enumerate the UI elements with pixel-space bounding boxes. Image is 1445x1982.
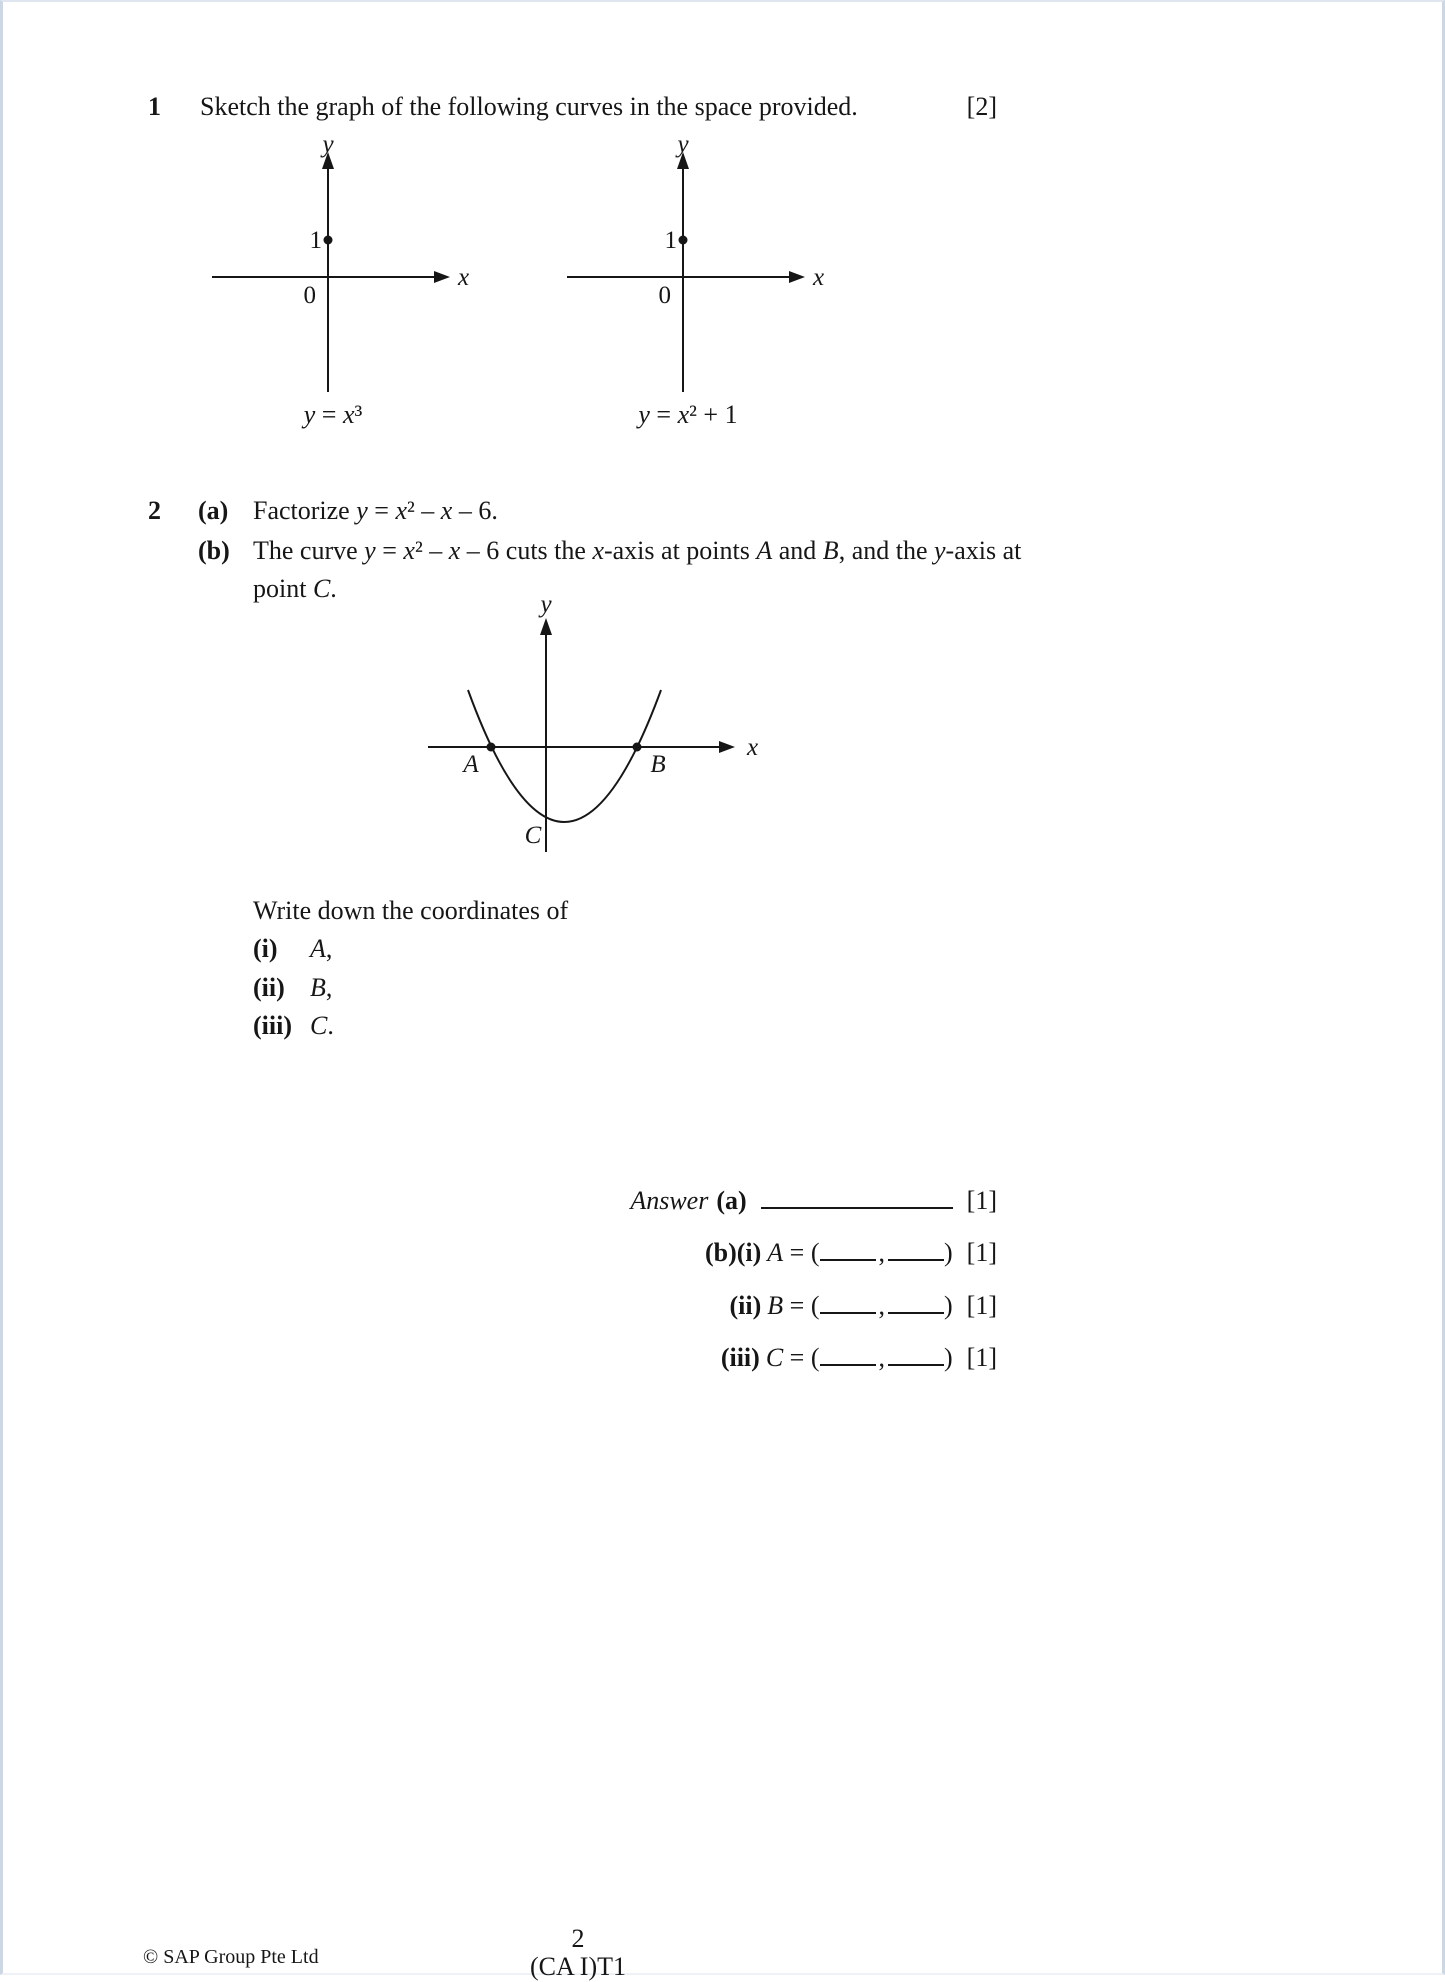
answer-row-bi	[705, 1235, 997, 1268]
q2-point-c-label: C	[524, 822, 542, 849]
answer-row-a	[630, 1183, 997, 1216]
answer-row-ii	[730, 1288, 997, 1321]
q2-y-axis-label: y	[540, 591, 552, 618]
q2-number: 2	[148, 496, 161, 525]
answer-iii-variable: C	[765, 1343, 784, 1372]
q2a-text: Factorize y = x² – x – 6.	[253, 496, 498, 525]
q2-point-a-dot	[487, 743, 496, 752]
answer-iii-comma: ,	[878, 1343, 885, 1372]
q1-graph2-axes	[553, 131, 843, 398]
q1-graph2-origin-label: 0	[658, 282, 671, 309]
q1-graph1-x-arrow-icon	[434, 271, 450, 283]
q1-graph1-tick-dot	[324, 236, 333, 245]
q1-graph2-equation: y = x² + 1	[638, 400, 738, 429]
q1-graph1-y-axis-label: y	[322, 131, 334, 158]
answer-iii-close: )	[944, 1343, 953, 1372]
answer-iii-blank-y[interactable]	[888, 1340, 944, 1366]
q1-marks: [2]	[966, 92, 997, 121]
q2-point-b-dot	[633, 743, 642, 752]
q1-graph1-origin-label: 0	[303, 282, 316, 309]
q2-parabola-figure	[421, 591, 771, 860]
answer-ii-blank-y[interactable]	[888, 1288, 944, 1314]
q2b-text-line1: The curve y = x² – x – 6 cuts the x-axis at points A and B, and the y-axis at	[253, 536, 1022, 565]
answer-bi-marks: [1]	[966, 1238, 997, 1267]
q2-x-axis-label: x	[747, 734, 759, 761]
q2-item-i-text: A,	[310, 934, 333, 963]
q2-item-i-label: (i)	[253, 934, 278, 963]
q2-point-b-label: B	[650, 751, 666, 778]
answer-bi-close: )	[944, 1238, 953, 1267]
q2a-label: (a)	[198, 496, 229, 525]
q2-item-iii-text: C.	[310, 1011, 334, 1040]
q1-graph1-equation: y = x³	[303, 400, 363, 429]
answer-bi-comma: ,	[878, 1238, 885, 1267]
q2b-label: (b)	[198, 536, 230, 565]
q2-item-ii-label: (ii)	[253, 973, 285, 1002]
q1-graph2-y-axis-label: y	[677, 131, 689, 158]
q1-graph1-y-tick-label: 1	[309, 227, 322, 254]
answer-ii-label: (ii)	[729, 1291, 762, 1320]
answer-ii-equals-open: = (	[783, 1291, 820, 1320]
q2-parabola-curve	[468, 690, 661, 822]
q1-number: 1	[148, 92, 161, 121]
answer-iii-label: (iii)	[720, 1343, 760, 1372]
q2-item-iii-label: (iii)	[253, 1011, 292, 1040]
q1-graph2-x-axis-label: x	[813, 264, 825, 291]
answer-bi-blank-x[interactable]	[820, 1235, 876, 1261]
answer-a-marks: [1]	[966, 1186, 997, 1215]
q1-graph1-axes	[198, 131, 488, 398]
answer-ii-blank-x[interactable]	[820, 1288, 876, 1314]
q2-write-down-text: Write down the coordinates of	[253, 896, 569, 925]
answer-a-blank-line[interactable]	[761, 1183, 953, 1209]
answer-bi-equals-open: = (	[783, 1238, 820, 1267]
answer-iii-blank-x[interactable]	[820, 1340, 876, 1366]
answer-bi-variable: A	[767, 1238, 784, 1267]
answer-ii-variable: B	[767, 1291, 784, 1320]
answer-iii-equals-open: = (	[783, 1343, 820, 1372]
answer-ii-comma: ,	[878, 1291, 885, 1320]
q2-item-ii-text: B,	[310, 973, 333, 1002]
answer-a-label: (a)	[716, 1186, 747, 1215]
q1-prompt: Sketch the graph of the following curves in the space provided.	[200, 92, 858, 121]
page-number: 2	[571, 1924, 585, 1953]
answer-ii-marks: [1]	[966, 1291, 997, 1320]
q1-graph2-y-tick-label: 1	[664, 227, 677, 254]
q1-graph1-x-axis-label: x	[458, 264, 470, 291]
q2b-text-line2: point C.	[253, 574, 337, 603]
q2-point-a-label: A	[463, 751, 479, 778]
answer-bi-label: (b)(i)	[704, 1238, 762, 1267]
answer-bi-blank-y[interactable]	[888, 1235, 944, 1261]
answer-word: Answer	[630, 1186, 709, 1215]
copyright-notice: © SAP Group Pte Ltd	[143, 1946, 319, 1968]
answer-iii-marks: [1]	[966, 1343, 997, 1372]
q2-x-arrow-icon	[719, 741, 735, 753]
paper-code: (CA I)T1	[529, 1952, 627, 1981]
q1-graph2-tick-dot	[679, 236, 688, 245]
q2-y-arrow-icon	[540, 618, 552, 635]
q1-graph2-x-arrow-icon	[789, 271, 805, 283]
answer-ii-close: )	[944, 1291, 953, 1320]
answer-row-iii	[721, 1340, 997, 1373]
